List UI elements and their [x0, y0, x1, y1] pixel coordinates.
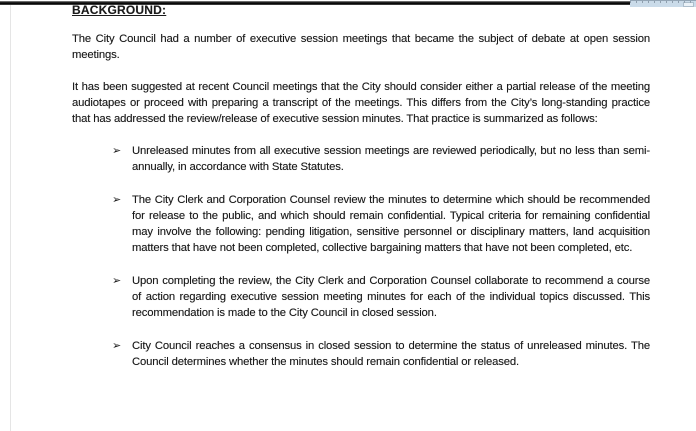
bullet-text: Upon completing the review, the City Clerk and Corporation Counsel collaborate to recommend a course of action regarding executive session meeting minutes for each of the individual topics discussed. This recommendation is made to the City Council in closed session.	[132, 275, 650, 319]
arrow-bullet-icon: ➢	[112, 340, 122, 352]
arrow-bullet-icon: ➢	[112, 145, 122, 157]
arrow-bullet-icon: ➢	[112, 275, 122, 287]
bullet-text: City Council reaches a consensus in closed session to determine the status of unreleased minutes. The Council determines whether the minutes should remain confidential or released.	[132, 340, 650, 368]
paragraph-1: The City Council had a number of executive session meetings that became the subject of debate at open session meetings.	[72, 33, 650, 61]
bullet-text: Unreleased minutes from all executive session meetings are reviewed periodically, but no less than semi-annually, in accordance with State Statutes.	[132, 145, 650, 173]
bullet-item	[72, 143, 650, 175]
scrollbar-thumb	[684, 3, 693, 6]
document-content	[72, 3, 650, 370]
section-heading: BACKGROUND:	[72, 3, 167, 17]
page-left-edge	[10, 5, 11, 431]
arrow-bullet-icon: ➢	[112, 194, 122, 206]
bullet-item	[72, 273, 650, 321]
bullet-item	[72, 192, 650, 256]
bullet-item	[72, 338, 650, 370]
bullet-list	[72, 143, 650, 370]
paragraph-2: It has been suggested at recent Council meetings that the City should consider either a partial release of the meeting audiotapes or proceed with preparing a transcript of the meetings. This differs from the City’s long-standing practice that has addressed the review/release of executive session minutes. That practice is summarized as follows:	[72, 81, 650, 125]
bullet-text: The City Clerk and Corporation Counsel review the minutes to determine which should be recommended for release to the public, and which should remain confidential. Typical criteria for remaining confidential may involve the following: pending litigation, sensitive personnel or disciplinary matters, land acquisition matters that have not been completed, collective bargaining matters that have not been completed, etc.	[132, 194, 650, 254]
